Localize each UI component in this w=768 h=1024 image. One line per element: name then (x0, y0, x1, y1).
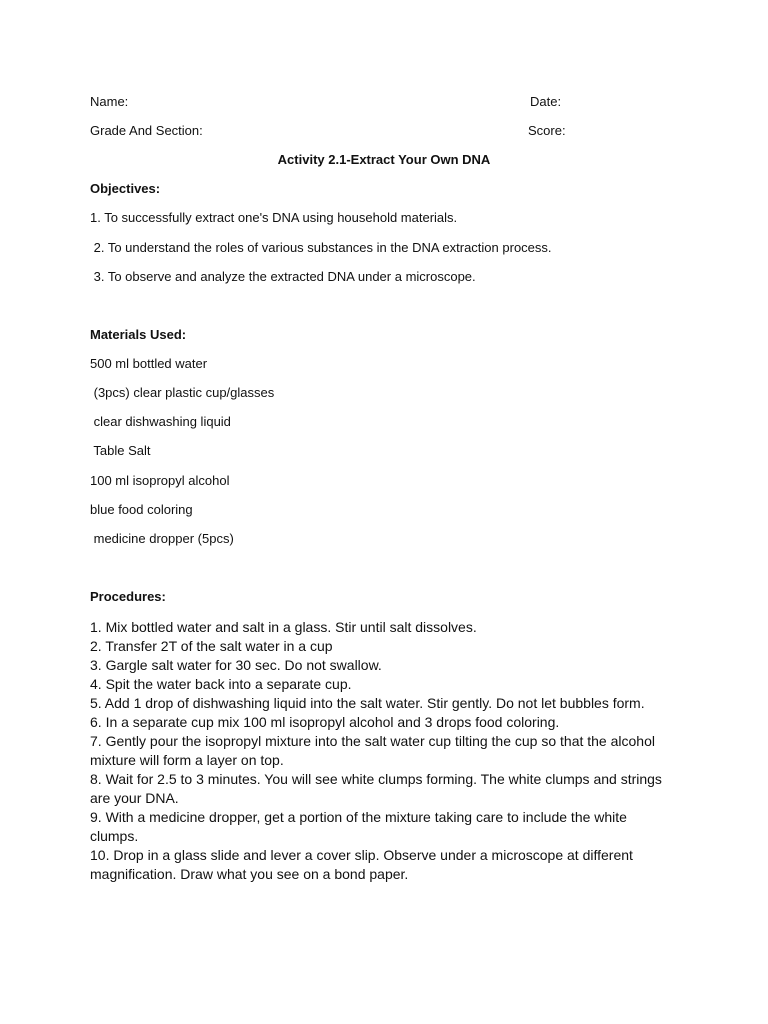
procedure-step: 8. Wait for 2.5 to 3 minutes. You will see white clumps forming. The white clumps and strings are your DNA. (90, 771, 662, 806)
procedure-step: 7. Gently pour the isopropyl mixture into the salt water cup tilting the cup so that the alcohol mixture will form a layer on top. (90, 733, 655, 768)
objective-item: 3. To observe and analyze the extracted DNA under a microscope. (90, 269, 476, 284)
objective-item: 1. To successfully extract one's DNA using household materials. (90, 210, 458, 225)
procedure-step: 2. Transfer 2T of the salt water in a cup (90, 638, 333, 654)
grade-section-label: Grade And Section: (90, 123, 203, 138)
material-item: clear dishwashing liquid (90, 414, 231, 429)
material-item: 100 ml isopropyl alcohol (90, 473, 230, 488)
procedure-step: 3. Gargle salt water for 30 sec. Do not swallow. (90, 657, 382, 673)
procedure-step: 6. In a separate cup mix 100 ml isopropyl alcohol and 3 drops food coloring. (90, 714, 560, 730)
objectives-heading: Objectives: (90, 181, 161, 196)
material-item: blue food coloring (90, 502, 193, 517)
date-label: Date: (530, 94, 562, 109)
score-label: Score: (528, 123, 566, 138)
procedure-step: 10. Drop in a glass slide and lever a cover slip. Observe under a microscope at different magnification. Draw what you see on a bond paper. (90, 847, 633, 882)
procedure-step: 4. Spit the water back into a separate cup. (90, 676, 352, 692)
name-label: Name: (90, 94, 129, 109)
material-item: 500 ml bottled water (90, 356, 208, 371)
material-item: Table Salt (90, 443, 151, 458)
activity-title: Activity 2.1-Extract Your Own DNA (277, 152, 491, 167)
materials-heading: Materials Used: (90, 327, 187, 342)
material-item: medicine dropper (5pcs) (90, 531, 234, 546)
procedures-list (90, 618, 670, 884)
material-item: (3pcs) clear plastic cup/glasses (90, 385, 275, 400)
objective-item: 2. To understand the roles of various substances in the DNA extraction process. (90, 240, 552, 255)
procedure-step: 5. Add 1 drop of dishwashing liquid into the salt water. Stir gently. Do not let bubbles form. (90, 695, 645, 711)
procedures-heading: Procedures: (90, 589, 166, 604)
procedure-step: 9. With a medicine dropper, get a portion of the mixture taking care to include the white clumps. (90, 809, 627, 844)
procedure-step: 1. Mix bottled water and salt in a glass. Stir until salt dissolves. (90, 619, 477, 635)
